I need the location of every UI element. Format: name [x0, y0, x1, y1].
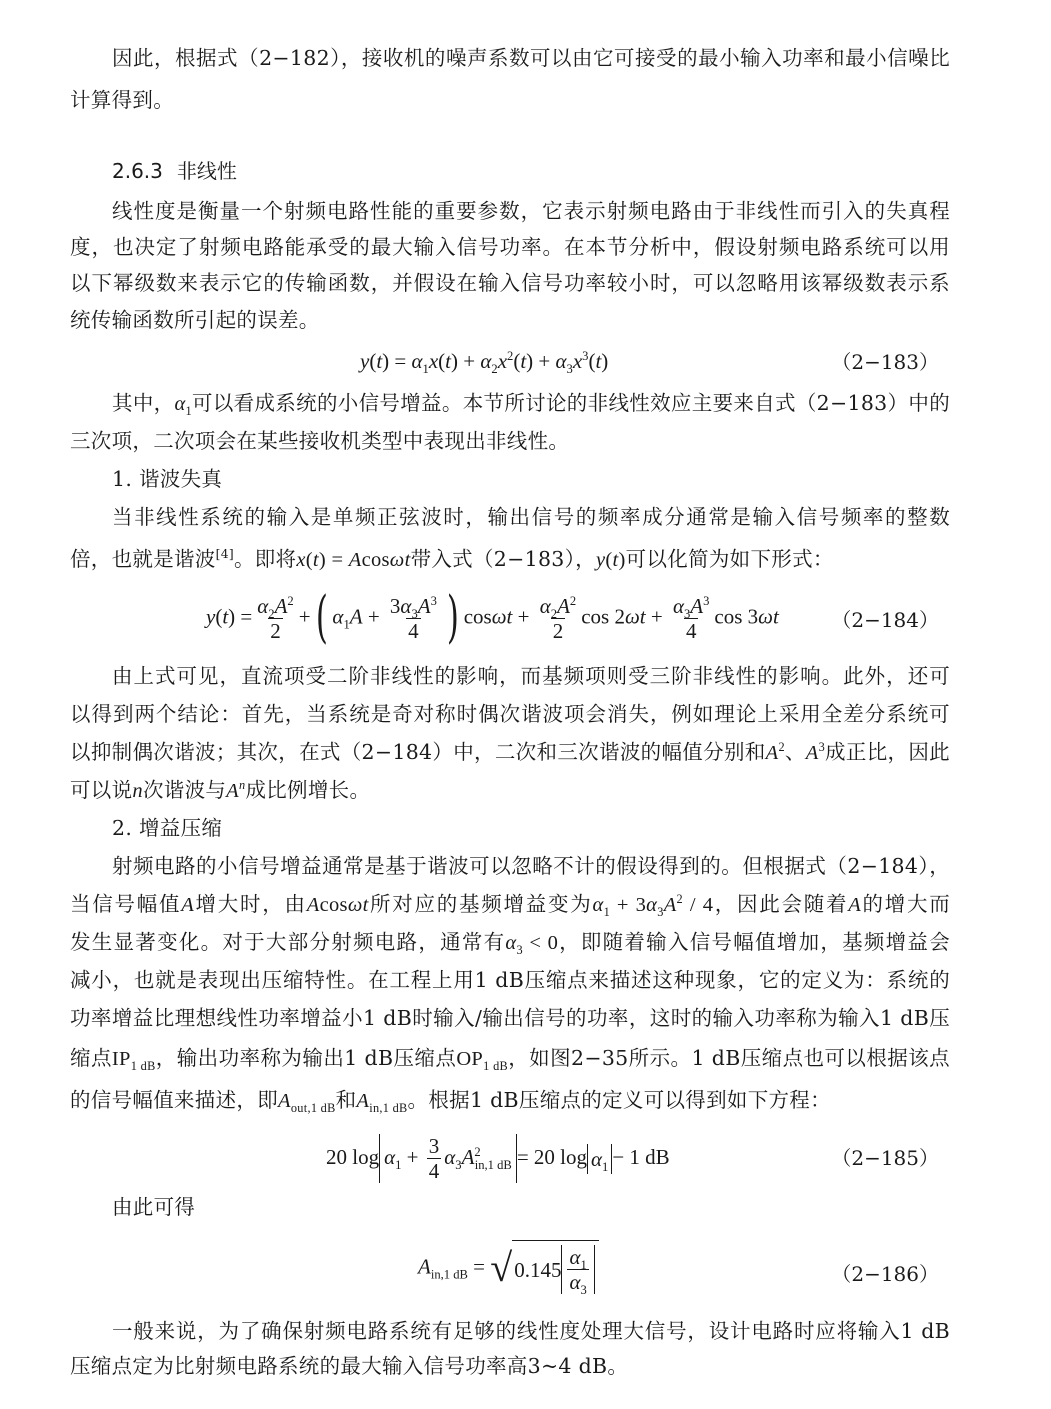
- harmonic-line-1: 当非线性系统的输入是单频正弦波时，输出信号的频率成分通常是输入信号频率的整数: [112, 505, 950, 529]
- gain-line-6-a: 缩点: [70, 1046, 112, 1070]
- equation-number-2-184: （2−184）: [831, 608, 939, 632]
- dc-line-4-start: 可以说: [70, 778, 133, 802]
- subsection-gain-title: 2. 增益压缩: [112, 816, 223, 840]
- gain-line-7-c: 。根据1 dB压缩点的定义可以得到如下方程：: [407, 1088, 831, 1112]
- gain-line-2-a: 当信号幅值: [70, 892, 182, 916]
- dc-line-1: 由上式可见，直流项受二阶非线性的影响，而基频项则受三阶非线性的影响。此外，还可: [112, 664, 950, 688]
- equation-2-183: $y(t) = \alpha_1x(t) + \alpha_2x^2(t) + \alpha_3x^3(t)$: [360, 349, 609, 377]
- final-line-2: 压缩点定为比射频电路系统的最大输入信号功率高3~4 dB。: [70, 1354, 629, 1378]
- gain-line-2-d: ，因此会随着: [713, 892, 849, 916]
- gain-line-2-c: 所对应的基频增益变为: [368, 892, 593, 916]
- eq185-abs-right: $\alpha_1$: [587, 1144, 612, 1174]
- alpha1-symbol: $\alpha_1$: [174, 393, 192, 419]
- harmonic-line-2-end: 可以化简为如下形式：: [625, 547, 834, 571]
- gain-line-5: 功率增益比理想线性功率增益小1 dB时输入/输出信号的功率，这时的输入功率称为输入1 dB压: [70, 1006, 950, 1030]
- eq185-tail: − 1 dB: [612, 1145, 670, 1169]
- output-signal-symbol: y: [595, 549, 606, 571]
- linearity-line-3: 以下幂级数来表示它的传输函数，并假设在输入信号功率较小时，可以忽略用该幂级数表示系: [70, 271, 950, 295]
- sqrt-symbol: √ 0.145 $\frac{\alpha_1}{\alpha_3}$: [490, 1240, 599, 1296]
- gain-line-2-b: 增大时，由: [194, 892, 307, 916]
- intro-line-1: 因此，根据式（2−182），接收机的噪声系数可以由它可接受的最小输入功率和最小信噪比: [112, 46, 950, 70]
- gain-line-6-c: ，如图2−35所示。1 dB压缩点也可以根据该点: [508, 1046, 950, 1070]
- linearity-line-1: 线性度是衡量一个射频电路性能的重要参数，它表示射频电路由于非线性而引入的失真程: [112, 199, 950, 223]
- gain-line-2-e: 的增大而: [861, 892, 950, 916]
- harmonic-line-2-start: 倍，也就是谐波: [70, 547, 216, 571]
- harmonic-line-2: 倍，也就是谐波[4]。即将x(t) = Acosωt带入式（2−183），y(t)可以化简为如下形式：: [70, 547, 834, 571]
- section-title: 非线性: [176, 159, 237, 183]
- eq186-const: 0.145: [514, 1257, 562, 1282]
- citation-ref-4: [4]: [215, 547, 234, 562]
- equation-number-2-186: （2−186）: [831, 1262, 939, 1286]
- linearity-line-2: 度，也决定了射频电路能承受的最大输入信号功率。在本节分析中，假设射频电路系统可以用: [70, 235, 950, 259]
- gain-line-7-b: 和: [335, 1088, 357, 1112]
- harmonic-line-2-mid: 。即将: [233, 547, 297, 571]
- equation-2-186: $A_{in,1 dB}$ = √ 0.145 $\frac{\alpha_1}{\alpha_3}$: [418, 1240, 599, 1296]
- input-signal-expression: x: [296, 549, 306, 571]
- eq185-coef: 20 log: [326, 1145, 380, 1169]
- gain-line-6-b: ，输出功率称为输出1 dB压缩点: [155, 1046, 457, 1070]
- equation-2-184: y(t) = $\frac{\alpha_2A^2}{2}$ +( $\alpha_1A$ + $\frac{3\alpha_3A^3}{4}$ ) cosωt + $\frac{\alpha_2A^2}{2}$ cos 2ωt + $\frac{\alpha_3A^3}{4}$ cos 3ωt: [206, 585, 779, 650]
- eq185-rhs: = 20 log: [516, 1145, 587, 1169]
- dc-line-3: 以抑制偶次谐波；其次，在式（2−184）中，二次和三次谐波的幅值分别和$A^2$、$A^3$成正比，因此: [70, 740, 950, 764]
- gain-line-2: 当信号幅值A增大时，由Acosωt所对应的基频增益变为$\alpha_1 + 3\alpha_3A^2 / 4$，因此会随着A的增大而: [70, 892, 950, 920]
- section-number: 2.6.3: [112, 159, 163, 183]
- gain-line-6: 缩点$IP_{1 dB}$，输出功率称为输出1 dB压缩点$OP_{1 dB}$，如图2−35所示。1 dB压缩点也可以根据该点: [70, 1046, 950, 1074]
- dc-line-3-sep: 、: [784, 740, 806, 764]
- gain-line-3-b: ，即随着输入信号幅值增加，基频增益会: [558, 930, 950, 954]
- alpha-line-2: 三次项，二次项会在某些接收机类型中表现出非线性。: [70, 429, 570, 453]
- linearity-line-4: 统传输函数所引起的误差。: [70, 308, 320, 332]
- alpha-line-1-end: 可以看成系统的小信号增益。本节所讨论的非线性效应主要来自式（2−183）中的: [191, 391, 950, 415]
- final-line-1: 一般来说，为了确保射频电路系统有足够的线性度处理大信号，设计电路时应将输入1 dB: [112, 1319, 950, 1343]
- alpha-line-1-start: 其中，: [112, 391, 175, 415]
- gain-line-1: 射频电路的小信号增益通常是基于谐波可以忽略不计的假设得到的。但根据式（2−184），: [112, 854, 950, 878]
- dc-line-4: 可以说n次谐波与$A^n$成比例增长。: [70, 778, 371, 802]
- equation-number-2-183: （2−183）: [831, 350, 939, 374]
- subsection-harmonic-title: 1. 谐波失真: [112, 467, 223, 491]
- hence-line: 由此可得: [112, 1195, 196, 1219]
- equation-number-2-185: （2−185）: [831, 1146, 939, 1170]
- dc-line-4-end: 成比例增长。: [245, 778, 371, 802]
- dc-line-3-end: 成正比，因此: [825, 740, 950, 764]
- gain-line-3-a: 发生显著变化。对于大部分射频电路，通常有: [70, 930, 506, 954]
- gain-line-3: 发生显著变化。对于大部分射频电路，通常有$\alpha_3 < 0$，即随着输入信号幅值增加，基频增益会: [70, 930, 950, 958]
- dc-line-3-start: 以抑制偶次谐波；其次，在式（2−184）中，二次和三次谐波的幅值分别和: [70, 740, 766, 764]
- dc-line-2: 以得到两个结论：首先，当系统是奇对称时偶次谐波项会消失，例如理论上采用全差分系统可: [70, 702, 950, 726]
- gain-line-7: 的信号幅值来描述，即$A_{out,1 dB}$和$A_{in,1 dB}$。根据1 dB压缩点的定义可以得到如下方程：: [70, 1088, 831, 1116]
- intro-line-2: 计算得到。: [70, 88, 174, 112]
- dc-line-4-mid: 次谐波与: [142, 778, 227, 802]
- section-heading: [112, 157, 237, 185]
- eq185-abs-left: $\alpha_1$ + $\frac{3}{4}$ $\alpha_3A^2_{in,1 dB}$: [379, 1134, 517, 1183]
- gain-line-4: 减小，也就是表现出压缩特性。在工程上用1 dB压缩点来描述这种现象，它的定义为：系统的: [70, 968, 950, 992]
- equation-2-185: [326, 1134, 670, 1183]
- alpha-line-1: [112, 389, 950, 418]
- harmonic-line-2-ref: 带入式（2−183），: [410, 547, 596, 571]
- gain-line-7-a: 的信号幅值来描述，即: [70, 1088, 278, 1112]
